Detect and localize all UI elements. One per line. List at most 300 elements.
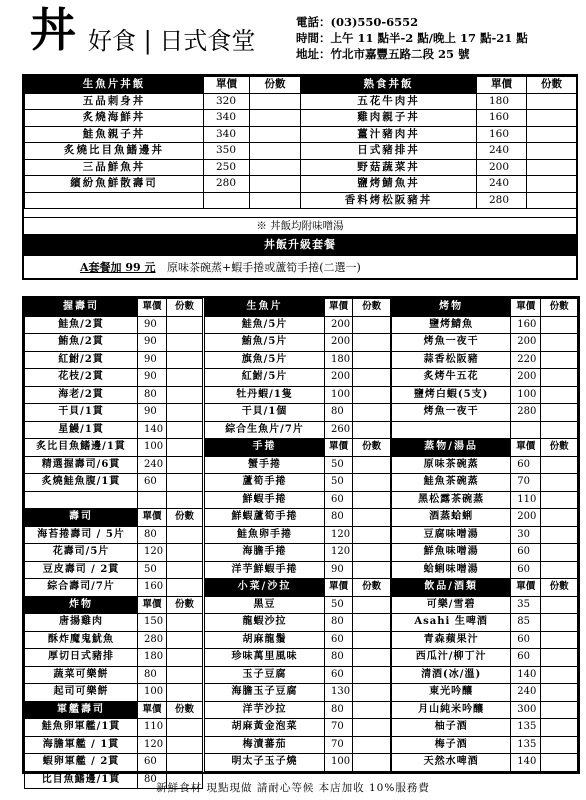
price-header: 單價 [325,299,353,317]
item-name: 洋芋鮮蝦手捲 [205,561,325,579]
qty-cell[interactable] [541,509,578,527]
item-name: 鹽烤鯖魚丼 [301,176,477,193]
menu-item-row [205,316,391,334]
qty-cell[interactable] [541,456,578,474]
menu-item-row [205,456,391,474]
item-price: 80 [325,509,353,527]
qty-cell[interactable] [527,143,577,160]
menu-item-row [392,561,578,579]
item-price: 80 [325,404,353,422]
item-price: 180 [477,93,527,110]
price-header: 單價 [477,77,527,94]
qty-cell[interactable] [353,544,391,562]
item-name: 海苔捲壽司 / 5片 [25,526,138,544]
qty-cell[interactable] [167,719,203,737]
qty-cell[interactable] [353,561,391,579]
qty-cell[interactable] [167,369,203,387]
item-name: 炙烤牛五花 [392,369,511,387]
item-price: 90 [138,316,167,334]
category-title: 小菜/沙拉 [205,579,325,597]
category-title: 握壽司 [25,299,138,317]
item-price: 60 [511,561,541,579]
item-price: 100 [325,754,353,772]
qty-cell[interactable] [541,369,578,387]
menu-item-row [392,509,578,527]
item-name: 胡麻龍鬚 [205,631,325,649]
qty-cell[interactable] [353,474,391,492]
qty-cell[interactable] [353,509,391,527]
qty-cell[interactable] [250,159,301,176]
set-a-addon [24,258,576,278]
qty-header: 份數 [527,77,577,94]
menu-item-row [25,351,203,369]
donburi-row [25,93,577,110]
item-price: 100 [138,439,167,457]
item-name: 蛤蜊味噌湯 [392,561,511,579]
item-name: 蝦卵軍艦 / 2貫 [25,754,138,772]
qty-cell[interactable] [250,126,301,143]
item-price: 120 [325,544,353,562]
menu-item-row [392,474,578,492]
qty-cell[interactable] [353,421,391,439]
restaurant-name: 好食 | 日式食堂 [88,27,256,55]
item-name: 東光吟釀 [392,684,511,702]
item-name: 比目魚鰭邊/1貫 [25,771,138,789]
item-price: 160 [477,110,527,127]
item-price: 80 [138,666,167,684]
price-header: 單價 [325,579,353,597]
menu-item-row [205,596,391,614]
category-title: 蒸物/湯品 [392,439,511,457]
qty-cell[interactable] [541,666,578,684]
item-price: 200 [511,334,541,352]
menu-item-row [205,684,391,702]
item-name: 鮮蝦蘆筍手捲 [205,509,325,527]
item-price: 60 [511,631,541,649]
item-price: 80 [138,526,167,544]
item-price: 90 [138,404,167,422]
menu-column-2 [204,298,391,772]
menu-item-row [392,404,578,422]
item-price: 200 [511,369,541,387]
menu-item-row [392,666,578,684]
qty-cell[interactable] [541,684,578,702]
item-name: 鮭魚卵手捲 [205,526,325,544]
menu-item-row [25,421,203,439]
qty-cell[interactable] [527,159,577,176]
item-name: 雞肉親子丼 [301,110,477,127]
menu-item-row [392,526,578,544]
item-name: 蟹手捲 [205,456,325,474]
item-price: 70 [325,736,353,754]
qty-header: 份數 [353,299,391,317]
qty-cell[interactable] [167,666,203,684]
category-header-row [205,439,391,457]
item-price: 160 [511,316,541,334]
menu-item-row [205,561,391,579]
item-price [511,421,541,439]
item-price: 90 [325,561,353,579]
item-name: 原味茶碗蒸 [392,456,511,474]
qty-cell[interactable] [541,474,578,492]
menu-item-row [25,649,203,667]
address-line [296,46,528,62]
qty-cell[interactable] [353,456,391,474]
qty-cell[interactable] [541,596,578,614]
qty-cell[interactable] [167,631,203,649]
qty-cell[interactable] [541,701,578,719]
category-title: 飲品/酒類 [392,579,511,597]
item-name: 綜合生魚片/7片 [205,421,325,439]
qty-cell[interactable] [541,334,578,352]
menu-item-row [392,491,578,509]
item-name: 五品刺身丼 [25,93,204,110]
menu-item-row [205,509,391,527]
qty-cell[interactable] [167,386,203,404]
item-price: 90 [138,351,167,369]
qty-cell[interactable] [353,334,391,352]
qty-cell[interactable] [353,701,391,719]
qty-cell[interactable] [167,421,203,439]
menu-item-row [392,351,578,369]
qty-cell[interactable] [541,719,578,737]
phone-label: 電話： [296,15,331,29]
qty-cell[interactable] [167,544,203,562]
item-price: 260 [325,421,353,439]
qty-cell[interactable] [353,649,391,667]
item-name: 厚切日式豬排 [25,649,138,667]
qty-cell[interactable] [353,404,391,422]
phone-number: (03)550-6552 [330,15,419,29]
menu-item-row [392,631,578,649]
qty-header: 份數 [167,596,203,614]
donburi-row [25,192,577,209]
item-name: 三品鮮魚丼 [25,159,204,176]
category-title: 手捲 [205,439,325,457]
qty-cell[interactable] [527,126,577,143]
qty-cell[interactable] [167,439,203,457]
item-name: 鮮蝦手捲 [205,491,325,509]
qty-cell[interactable] [167,526,203,544]
qty-cell[interactable] [167,614,203,632]
item-name [25,491,138,509]
price-header: 單價 [511,439,541,457]
item-price: 140 [511,754,541,772]
qty-cell[interactable] [541,614,578,632]
qty-cell[interactable] [353,491,391,509]
phone-line [296,14,528,30]
qty-cell[interactable] [167,316,203,334]
item-name: 日式豬排丼 [301,143,477,160]
item-price: 200 [325,334,353,352]
item-name: 月山純米吟釀 [392,701,511,719]
qty-cell[interactable] [167,404,203,422]
item-price: 85 [511,614,541,632]
qty-cell[interactable] [167,736,203,754]
qty-header: 份數 [353,579,391,597]
item-price: 340 [204,110,250,127]
menu-item-row [25,526,203,544]
address: 竹北市嘉豐五路二段 25 號 [330,47,470,61]
item-price: 120 [138,544,167,562]
hours-line [296,30,528,46]
item-price: 60 [325,666,353,684]
menu-item-row [392,754,578,772]
menu-item-row [205,526,391,544]
qty-header: 份數 [167,701,203,719]
donburi-table [24,76,577,209]
item-price: 180 [325,351,353,369]
menu-item-row [25,736,203,754]
item-price: 70 [325,719,353,737]
item-price: 120 [325,526,353,544]
qty-cell[interactable] [250,110,301,127]
donburi-row [25,143,577,160]
qty-cell[interactable] [167,491,203,509]
item-price: 135 [511,736,541,754]
item-name: 海膽玉子豆腐 [205,684,325,702]
qty-cell[interactable] [541,404,578,422]
qty-cell[interactable] [353,614,391,632]
qty-cell[interactable] [353,526,391,544]
menu-item-row [205,736,391,754]
menu-item-row [392,614,578,632]
menu-item-row [205,491,391,509]
price-header: 單價 [138,509,167,527]
item-name: 鹽烤鯖魚 [392,316,511,334]
menu-item-row [25,754,203,772]
qty-cell[interactable] [541,316,578,334]
qty-cell[interactable] [353,351,391,369]
item-price: 150 [138,614,167,632]
item-price: 80 [138,771,167,789]
qty-cell[interactable] [250,176,301,193]
menu-item-row [25,474,203,492]
qty-cell[interactable] [527,110,577,127]
qty-cell[interactable] [353,386,391,404]
donburi-row [25,110,577,127]
qty-cell[interactable] [353,719,391,737]
menu-item-row [205,754,391,772]
qty-cell[interactable] [353,369,391,387]
item-name: 唐揚雞肉 [25,614,138,632]
column-3-table [391,298,578,772]
a-la-carte-section [22,296,580,785]
item-name: 鹽烤白蝦(5支) [392,386,511,404]
item-name: 香料烤松阪豬丼 [301,192,477,209]
qty-cell[interactable] [250,192,301,209]
qty-cell[interactable] [353,754,391,772]
item-name: 酒蒸蛤蜊 [392,509,511,527]
item-price: 100 [325,386,353,404]
item-price: 280 [511,404,541,422]
qty-cell[interactable] [353,666,391,684]
price-header: 單價 [138,701,167,719]
qty-header: 份數 [167,509,203,527]
item-price: 350 [204,143,250,160]
item-price: 50 [138,561,167,579]
menu-item-row [25,369,203,387]
item-name: 黑松露茶碗蒸 [392,491,511,509]
category-header-row [392,439,578,457]
footer-note: 新鮮食材 現點現做 請耐心等候 本店加收 10%服務費 [156,782,430,794]
menu-item-row [25,439,203,457]
qty-cell[interactable] [167,351,203,369]
menu-item-row [205,614,391,632]
item-name: 綜合壽司/7片 [25,579,138,597]
menu-item-row [392,456,578,474]
category-header-row [205,299,391,317]
price-header: 單價 [511,299,541,317]
item-price: 320 [204,93,250,110]
price-header: 單價 [511,579,541,597]
category-title: 炸物 [25,596,138,614]
qty-cell[interactable] [353,316,391,334]
menu-column-1 [24,298,203,789]
item-price: 30 [511,526,541,544]
category-header-row [25,596,203,614]
qty-cell[interactable] [541,421,578,439]
menu-item-row [392,736,578,754]
qty-cell[interactable] [527,93,577,110]
item-price: 200 [511,509,541,527]
item-price: 60 [511,544,541,562]
item-name: 海膽手捲 [205,544,325,562]
menu-item-row [205,719,391,737]
qty-header: 份數 [353,439,391,457]
qty-cell[interactable] [541,386,578,404]
qty-cell[interactable] [541,526,578,544]
qty-cell[interactable] [541,631,578,649]
item-price: 220 [511,351,541,369]
qty-cell[interactable] [167,456,203,474]
qty-cell[interactable] [541,561,578,579]
empty-cell [25,192,204,209]
cooked-donburi-header: 熟食丼飯 [301,77,477,94]
item-name: 黑豆 [205,596,325,614]
raw-fish-donburi-header: 生魚片丼飯 [25,77,204,94]
qty-header: 份數 [167,299,203,317]
item-price: 50 [325,456,353,474]
menu-item-row [25,631,203,649]
hours-label: 時間： [296,31,331,45]
qty-cell[interactable] [250,143,301,160]
qty-cell[interactable] [541,649,578,667]
item-name: 豆皮壽司 / 2貫 [25,561,138,579]
item-price: 60 [325,631,353,649]
qty-cell[interactable] [541,351,578,369]
item-name: 鮪魚/2貫 [25,334,138,352]
item-price: 35 [511,596,541,614]
qty-cell[interactable] [541,491,578,509]
menu-item-row [205,369,391,387]
qty-cell[interactable] [167,754,203,772]
item-name: 鮭魚/2貫 [25,316,138,334]
item-price: 110 [138,719,167,737]
category-title: 軍艦壽司 [25,701,138,719]
menu-item-row [205,631,391,649]
category-header-row [392,299,578,317]
menu-item-row [205,386,391,404]
qty-cell[interactable] [353,684,391,702]
qty-cell[interactable] [353,736,391,754]
item-name: 炙燒海鮮丼 [25,110,204,127]
qty-header: 份數 [541,299,578,317]
item-name: 柚子酒 [392,719,511,737]
item-price: 50 [325,596,353,614]
item-name: 青森蘋果汁 [392,631,511,649]
item-name: 鮭魚卵軍艦/1貫 [25,719,138,737]
menu-item-row [392,701,578,719]
item-price: 280 [477,192,527,209]
item-price: 60 [511,649,541,667]
item-price: 60 [138,474,167,492]
item-name: 天然水啤酒 [392,754,511,772]
qty-cell[interactable] [167,579,203,597]
menu-item-row [392,719,578,737]
menu-item-row [25,561,203,579]
price-header: 單價 [204,77,250,94]
empty-cell [204,192,250,209]
item-name: 清酒(冰/溫) [392,666,511,684]
qty-cell[interactable] [541,544,578,562]
item-price: 280 [204,176,250,193]
item-price: 160 [138,579,167,597]
item-name: 花枝/2貫 [25,369,138,387]
item-name [392,421,511,439]
qty-cell[interactable] [167,649,203,667]
qty-cell[interactable] [167,474,203,492]
address-label: 地址： [296,47,331,61]
item-name: 星鰻/1貫 [25,421,138,439]
qty-cell[interactable] [527,192,577,209]
menu-item-row [25,404,203,422]
donburi-row [25,126,577,143]
qty-cell[interactable] [167,561,203,579]
item-name: 鮭魚親子丼 [25,126,204,143]
qty-cell[interactable] [353,596,391,614]
qty-cell[interactable] [167,684,203,702]
qty-cell[interactable] [250,93,301,110]
item-name: 炙燒鮭魚腹/1貫 [25,474,138,492]
qty-cell[interactable] [541,736,578,754]
menu-column-3 [391,298,578,772]
item-price: 60 [511,456,541,474]
category-title: 壽司 [25,509,138,527]
item-price: 250 [204,159,250,176]
item-price: 90 [138,334,167,352]
menu-item-row [25,386,203,404]
item-name: 烤魚一夜干 [392,404,511,422]
item-price: 135 [511,719,541,737]
donburi-row [25,176,577,193]
menu-header [0,0,586,74]
item-name: 蔬菜可樂餅 [25,666,138,684]
item-price: 80 [325,701,353,719]
qty-cell[interactable] [541,754,578,772]
item-name: 野菇蔬菜丼 [301,159,477,176]
qty-cell[interactable] [167,334,203,352]
qty-cell[interactable] [353,631,391,649]
qty-cell[interactable] [527,176,577,193]
item-name: 起司可樂餅 [25,684,138,702]
column-2-table [204,298,391,772]
item-price: 140 [138,421,167,439]
item-price: 100 [511,386,541,404]
item-name: 酥炸魔鬼魷魚 [25,631,138,649]
menu-item-row [205,701,391,719]
item-price: 200 [477,159,527,176]
